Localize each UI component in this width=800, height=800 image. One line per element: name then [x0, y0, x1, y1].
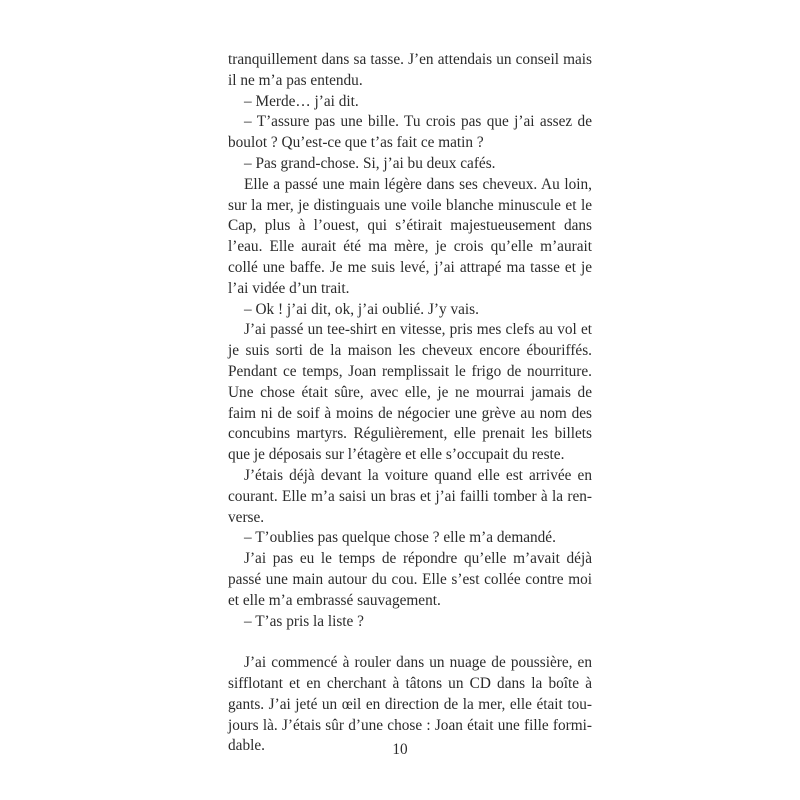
paragraph: tranquillement dans sa tasse. J’en attendais un conseil mais il ne m’a pas entendu. — [228, 51, 592, 89]
paragraph: J’ai passé un tee-shirt en vitesse, pris mes clefs au vol et je suis sorti de la maison les cheveux encore ébouriffés. Pendant ce temps, Joan remplissait le frigo de nourriture. Une chose était sûre, avec elle, je ne mourrai jamais de faim ni de soif à moins de négocier une grève au nom des concubins martyrs. Régulièrement, elle prenait les billets que je déposais sur l’étagère et elle s’occupait du reste. — [228, 321, 592, 464]
dialogue-line: – Ok ! j’ai dit, ok, j’ai oublié. J’y vais. — [244, 300, 479, 318]
paragraph: J’ai commencé à rouler dans un nuage de poussière, en sifflotant et en cherchant à tâtons un CD dans la boîte à gants. J’ai jeté un œil en direction de la mer, elle était toujours là. J’étais sûr d’une chose : Joan était une fille formidable. — [228, 654, 592, 755]
dialogue-line: – Merde… j’ai dit. — [244, 92, 359, 110]
dialogue-line: – T’as pris la liste ? — [244, 612, 364, 630]
page-number: 10 — [392, 741, 408, 758]
dialogue-line: – T’assure pas une bille. Tu crois pas que j’ai assez de boulot ? Qu’est-ce que t’as fait ce matin ? — [228, 113, 592, 152]
paragraph: J’étais déjà devant la voiture quand elle est arrivée en courant. Elle m’a saisi un bras et j’ai failli tomber à la renverse. — [228, 466, 592, 526]
section-break — [228, 632, 592, 653]
paragraph: J’ai pas eu le temps de répondre qu’elle m’avait déjà passé une main autour du cou. Elle s’est collée contre moi et elle m’a embrassé sauvagement. — [228, 550, 592, 609]
body-text — [228, 50, 592, 757]
dialogue-line: – Pas grand-chose. Si, j’ai bu deux cafés. — [244, 154, 496, 172]
paragraph: Elle a passé une main légère dans ses cheveux. Au loin, sur la mer, je distinguais une voile blanche minuscule et le Cap, plus à l’ouest, qui s’étirait majestueusement dans l’eau. Elle aurait été ma mère, je crois qu’elle m’aurait collé une baffe. Je me suis levé, j’ai attrapé ma tasse et je l’ai vidée d’un trait. — [228, 175, 592, 297]
dialogue-line: – T’oublies pas quelque chose ? elle m’a demandé. — [244, 529, 556, 547]
